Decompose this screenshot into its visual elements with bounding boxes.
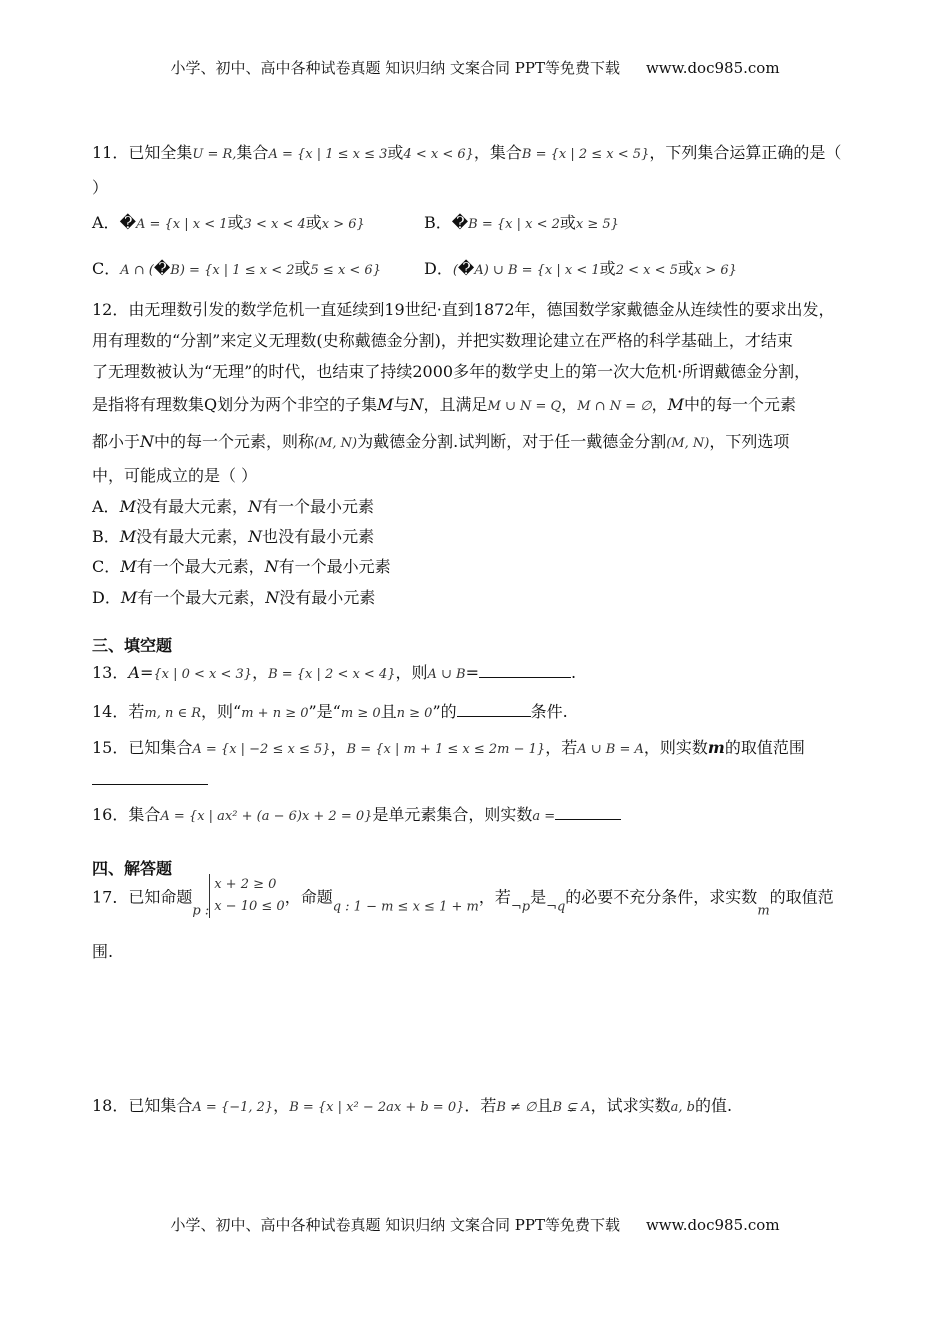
- page-header: [0, 57, 950, 78]
- inequality-system: x + 2 ≥ 0 x − 10 ≤ 0: [209, 874, 284, 918]
- answer-blank-13[interactable]: [479, 676, 571, 678]
- footer-url[interactable]: www.doc985.com: [645, 1216, 780, 1234]
- q12-line-5: 都小于N中的每一个元素，则称(M, N)为戴德金分割.试判断，对于任一戴德金分割(M, N)，下列选项: [92, 432, 790, 451]
- q12-line-6: 中，可能成立的是（ ）: [92, 466, 258, 485]
- q12-option-c: C．M有一个最大元素，N有一个最小元素: [92, 557, 391, 576]
- header-url[interactable]: www.doc985.com: [645, 59, 780, 77]
- q12-line-1: 12．由无理数引发的数学危机一直延续到19世纪·直到1872年，德国数学家戴德金从连续性的要求出发，: [92, 300, 835, 319]
- answer-blank-14[interactable]: [457, 715, 531, 717]
- q12-option-a: A．M没有最大元素，N有一个最小元素: [92, 497, 374, 516]
- page-footer: [0, 1214, 950, 1235]
- q12-line-3: 了无理数被认为“无理”的时代，也结束了持续2000多年的数学史上的第一次大危机·所谓戴德金分割，: [92, 362, 811, 381]
- question-18: 18．已知集合A = {−1, 2}，B = {x | x² − 2ax + b = 0}．若B ≠ ∅且B ⊊ A，试求实数a, b的值.: [92, 1096, 733, 1115]
- question-15: 15．已知集合A = {x | −2 ≤ x ≤ 5}，B = {x | m + 1 ≤ x ≤ 2m − 1}，若A ∪ B = A，则实数m的取值范围: [92, 738, 805, 757]
- q12-line-4: 是指将有理数集Q划分为两个非空的子集M与N，且满足M ∪ N = Q，M ∩ N = ∅，M中的每一个元素: [92, 395, 796, 414]
- q12-option-b: B．M没有最大元素，N也没有最小元素: [92, 527, 375, 546]
- question-14: 14．若m, n ∈ R，则“m + n ≥ 0”是“m ≥ 0且n ≥ 0”的 条件.: [92, 702, 568, 721]
- question-11-close: ）: [92, 178, 109, 197]
- section-3-heading: 三、填空题: [92, 636, 173, 655]
- question-16: 16．集合A = {x | ax² + (a − 6)x + 2 = 0}是单元素集合，则实数a =: [92, 802, 621, 825]
- answer-blank-16[interactable]: [555, 818, 621, 820]
- q11-option-d: D．(�A) ∪ B = {x | x < 1或2 < x < 5或x > 6}: [424, 259, 737, 278]
- footer-text: 小学、初中、高中各种试卷真题 知识归纳 文案合同 PPT等免费下载: [170, 1216, 620, 1234]
- question-17: 17．已知命题$_{p :}$ x + 2 ≥ 0 x − 10 ≤ 0 ，命题$_{q : 1 - m \le x \le 1 + m}$，若$_{\neg p}$是$_{\neg q}$的必要不充分条件，求实数$_m$的取值范: [92, 874, 834, 919]
- question-11: 11．已知全集U = R,集合A = {x | 1 ≤ x ≤ 3或4 < x < 6}，集合B = {x | 2 ≤ x < 5}，下列集合运算正确的是（: [92, 143, 842, 162]
- header-text: 小学、初中、高中各种试卷真题 知识归纳 文案合同 PPT等免费下载: [170, 59, 620, 77]
- question-17-line-2: 围.: [92, 942, 114, 961]
- answer-blank-15[interactable]: [92, 784, 208, 785]
- q11-option-c: C．A ∩ (�B) = {x | 1 ≤ x < 2或5 ≤ x < 6}: [92, 259, 381, 278]
- q11-option-b: B．�B = {x | x < 2或x ≥ 5}: [424, 213, 619, 232]
- q12-line-2: 用有理数的“分割”来定义无理数(史称戴德金分割)，并把实数理论建立在严格的科学基础上，才结束: [92, 331, 793, 350]
- section-4-heading: 四、解答题: [92, 859, 173, 878]
- q12-option-d: D．M有一个最大元素，N没有最小元素: [92, 588, 376, 607]
- question-13: 13．A={x | 0 < x < 3}，B = {x | 2 < x < 4}，则A ∪ B= .: [92, 663, 577, 682]
- q11-option-a: A．�A = {x | x < 1或3 < x < 4或x > 6}: [92, 213, 365, 232]
